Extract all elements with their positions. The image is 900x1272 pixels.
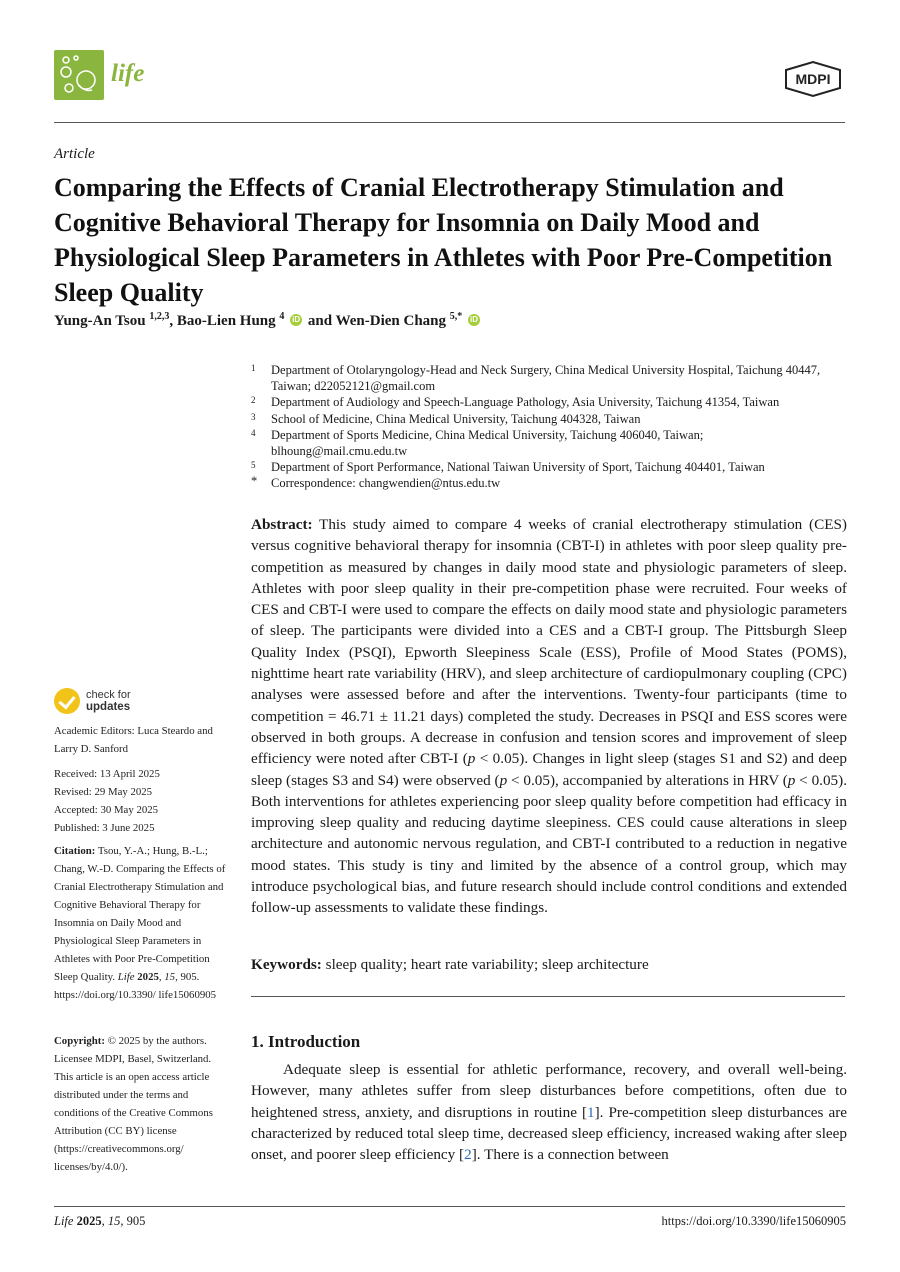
affiliation-item: [251, 475, 841, 491]
author-affil-sup: 5,*: [449, 311, 463, 322]
intro-text: ]. There is a connection between: [471, 1146, 669, 1164]
affiliation-text: School of Medicine, China Medical University, Taichung 404328, Taiwan: [271, 411, 641, 426]
affiliation-text: Department of Audiology and Speech-Language Pathology, Asia University, Taichung 41354, Taiwan: [271, 395, 780, 410]
abstract: [251, 514, 847, 919]
affiliation-text: Department of Sports Medicine, China Medical University, Taichung 406040, Taiwan; blhoung@mail.cmu.edu.tw: [271, 427, 704, 459]
keywords-label: Keywords:: [251, 956, 322, 973]
check-for-updates-badge[interactable]: [54, 688, 131, 714]
citation-volume: 15: [164, 971, 176, 983]
citation-year: 2025: [137, 971, 159, 983]
footer-rule: [54, 1206, 845, 1207]
affiliation-number: *: [251, 474, 258, 489]
reference-link[interactable]: 2: [464, 1146, 472, 1164]
copyright: [54, 1032, 232, 1176]
abstract-text: < 0.05). Both interventions for athletes experiencing poor sleep quality before competition had efficacy in improving sleep quality and reducing daytime sleepiness. CES could cause alterations in sleep architecture and autonomic nervous regulation, and CBT-I contributed to a reduction in negative mood states. This study is tiny and limited by the absence of a control group, which may introduce psychological bias, and future research should include control conditions and extended follow-up assessments to validate these findings.: [251, 771, 848, 917]
abstract-text: This study aimed to compare 4 weeks of cranial electrotherapy stimulation (CES) versus cognitive behavioral therapy for insomnia (CBT-I) in athletes with poor sleep quality pre-competition as measured by changes in daily mood state and physiologic parameters of sleep. Athletes with poor sleep quality in their pre-competition phase were recruited. Four weeks of CES and CBT-I were used to compare the effects on daily mood state and physiologic parameters of sleep. The participants were divided into a CES and a CBT-I group. The Pittsburgh Sleep Quality Index (PSQI), Epworth Sleepiness Scale (ESS), Profile of Mood States (POMS), nighttime heart rate variability (HRV), and sleep architecture of cardiopulmonary coupling (CPC) analyses were assessed before and after the interventions. Twenty-four participants (time to competition = 46.71 ± 11.21 days) completed the study. Decreases in PSQI and ESS scores were observed in both groups. A decrease in confusion and tension scores and improvement of sleep efficiency were noted after CBT-I (: [251, 516, 847, 768]
abstract-text: < 0.05). Changes in light sleep (stages S1 and S2) and deep sleep (stages S3 and S4) were observed (: [251, 750, 847, 789]
intro-text: ]. Pre-competition sleep disturbances are characterized by reduced total sleep time, decreased sleep efficiency, increased waking after sleep onset, and poorer sleep efficiency [: [251, 1103, 847, 1164]
affiliation-text: Department of Sport Performance, National Taiwan University of Sport, Taichung 404401, Taiwan: [271, 460, 765, 475]
affiliations: [251, 362, 841, 492]
published-date: Published: 3 June 2025: [54, 822, 155, 834]
citation-doi[interactable]: , 905. https://doi.org/10.3390/ life15060905: [54, 971, 217, 1001]
affiliation-item: [251, 362, 841, 394]
affiliation-number: 4: [251, 427, 256, 438]
publisher-logo: [780, 60, 846, 98]
abstract-text: < 0.05), accompanied by alterations in HRV (: [507, 771, 788, 789]
citation-label: Citation:: [54, 845, 96, 857]
article-type: Article: [54, 146, 95, 162]
check-line: updates: [86, 701, 131, 713]
author-name[interactable]: Yung-An Tsou: [54, 313, 146, 329]
affiliation-item: [251, 394, 841, 410]
intro-paragraph: [251, 1059, 847, 1165]
reference-link[interactable]: 1: [587, 1103, 595, 1121]
author-list: [54, 311, 482, 330]
orcid-icon[interactable]: iD: [470, 315, 478, 324]
footer-year: 2025: [76, 1214, 102, 1228]
affiliation-item: [251, 411, 841, 427]
footer-citation: Life 2025, 15, 905: [54, 1214, 146, 1228]
author-affil-sup: 4: [279, 311, 285, 322]
check-icon: [54, 688, 80, 714]
copyright-text: © 2025 by the authors. Licensee MDPI, Basel, Switzerland. This article is an open access article distributed under the terms and conditions of the Creative Commons Attribution (CC BY) license (https://creativecommons.org/ licenses/by/4.0/).: [54, 1035, 213, 1173]
affiliation-item: [251, 427, 841, 459]
affiliation-number: 2: [251, 395, 256, 406]
affiliation-number: 3: [251, 411, 256, 422]
abstract-label: Abstract:: [251, 516, 313, 533]
p-symbol: p: [499, 771, 508, 789]
author-affil-sup: 1,2,3: [149, 311, 170, 322]
citation: Citation: Tsou, Y.-A.; Hung, B.-L.; Chang, W.-D. Comparing the Effects of Cranial Electrotherapy Stimulation and Cognitive Behavioral Therapy for Insomnia on Daily Mood and Physiological Sleep Parameters in Athletes with Poor Pre-Competition Sleep Quality. Life 2025, 15, 905. https://doi.org/10.3390/ life15060905: [54, 845, 226, 1001]
affiliation-number: 5: [251, 460, 256, 471]
check-line: check for: [86, 689, 131, 701]
abstract-rule: [251, 996, 845, 997]
affiliation-text: Correspondence: changwendien@ntus.edu.tw: [271, 476, 501, 491]
intro-text: Adequate sleep is essential for athletic performance, recovery, and overall well-being. However, many athletes suffer from sleep disturbances before competitions, often due to heightened stress, anxiety, and disruptions in routine [: [251, 1061, 847, 1121]
author-joiner: and: [304, 313, 336, 329]
affiliation-item: [251, 459, 841, 475]
footer-journal: Life: [54, 1214, 74, 1228]
article-title: Comparing the Effects of Cranial Electrotherapy Stimulation and Cognitive Behavioral Therapy for Insomnia on Daily Mood and Physiological Sleep Parameters in Athletes with Poor Pre-Competition Sleep Quality: [54, 173, 833, 307]
affiliation-text: Department of Otolaryngology-Head and Neck Surgery, China Medical University Hospital, Taichung 40447, Taiwan; d22052121@gmail.com: [271, 363, 821, 394]
affiliation-number: 1: [251, 363, 256, 373]
author-name[interactable]: Bao-Lien Hung: [176, 313, 276, 329]
journal-name: life: [111, 60, 145, 87]
accepted-date: Accepted: 30 May 2025: [54, 804, 159, 816]
revised-date: Revised: 29 May 2025: [54, 786, 153, 798]
header-rule: [54, 122, 845, 123]
p-symbol: p: [467, 750, 476, 768]
footer-doi[interactable]: https://doi.org/10.3390/life15060905: [661, 1214, 846, 1228]
citation-journal: Life: [117, 971, 135, 983]
author-name[interactable]: Wen-Dien Chang: [335, 313, 446, 329]
citation-text: Tsou, Y.-A.; Hung, B.-L.; Chang, W.-D. Comparing the Effects of Cranial Electrotherapy Stimulation and Cognitive Behavioral Therapy for Insomnia on Daily Mood and Physiological Sleep Parameters in Athletes with Poor Pre-Competition Sleep Quality.: [54, 845, 226, 983]
academic-editors: Academic Editors: Luca Steardo and Larry D. Sanford: [54, 725, 213, 755]
mdpi-logo-icon: [780, 60, 846, 98]
dates: [54, 765, 234, 837]
keywords-text: sleep quality; heart rate variability; sleep architecture: [325, 956, 649, 973]
orcid-icon[interactable]: iD: [292, 315, 301, 324]
author-joiner: ,: [169, 313, 177, 329]
footer-page: , 905: [120, 1214, 146, 1228]
p-symbol: p: [787, 771, 796, 789]
publisher-name: MDPI: [795, 71, 831, 87]
section-heading: 1. Introduction: [251, 1032, 361, 1051]
footer-volume: 15: [107, 1214, 121, 1228]
copyright-label: Copyright:: [54, 1035, 105, 1047]
received-date: Received: 13 April 2025: [54, 768, 160, 780]
journal-logo-icon: [54, 50, 104, 100]
keywords: [251, 954, 649, 975]
journal-logo: [54, 50, 104, 100]
